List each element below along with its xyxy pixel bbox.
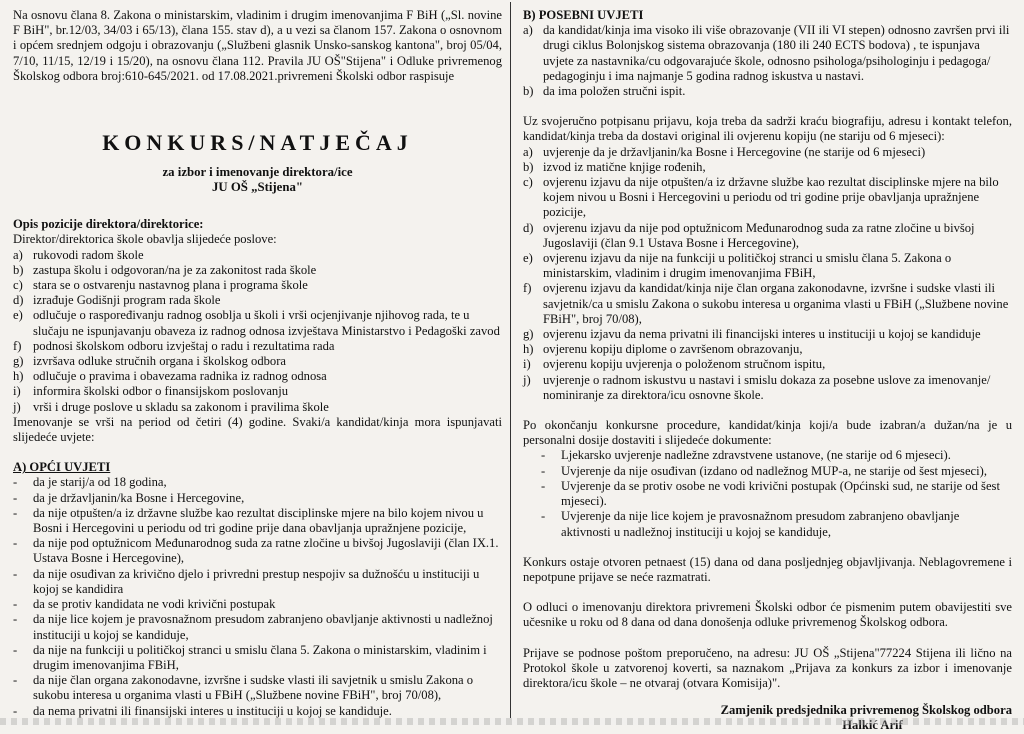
list-marker: - bbox=[541, 478, 546, 493]
left-column bbox=[0, 0, 510, 719]
list-item-text: uvjerenje o radnom iskustvu u nastavi i smislu dokaza za posebne uslove za imenovanje/ nominiranje za direktora/icu osnovne škole. bbox=[543, 372, 991, 402]
list-marker: b) bbox=[13, 262, 24, 277]
list-item bbox=[13, 369, 502, 384]
list-item bbox=[523, 281, 1012, 327]
list-item bbox=[523, 175, 1012, 221]
list-marker: - bbox=[13, 673, 18, 688]
list-item-text: podnosi školskom odboru izvještaj o radu i rezultatima rada bbox=[33, 338, 335, 353]
list-item-text: da nije pod optužnicom Međunarodnog suda za ratne zločine u bivšoj Jugoslaviji (član IX.1. Ustava Bosne i Hercegovine), bbox=[33, 536, 499, 566]
duties-list bbox=[13, 248, 502, 415]
opci-uvjeti-heading: A) OPĆI UVJETI bbox=[13, 460, 111, 475]
list-item bbox=[523, 327, 1012, 342]
list-item bbox=[13, 248, 502, 263]
list-marker: - bbox=[13, 566, 18, 581]
list-item-text: informira školski odbor o finansijskom poslovanju bbox=[33, 384, 289, 399]
list-item-text: Ljekarsko uvjerenje nadležne zdravstvene ustanove, (ne starije od 6 mjeseci). bbox=[561, 448, 951, 463]
list-item bbox=[13, 536, 502, 566]
list-item-text: da je državljanin/ka Bosne i Hercegovine, bbox=[33, 490, 245, 505]
list-item bbox=[13, 400, 502, 415]
list-item-text: Uvjerenje da nije lice kojem je pravosnažnom presudom zabranjeno obavljanje aktivnosti u nadležnoj instituciji u kojoj se kandiduje, bbox=[561, 509, 960, 539]
list-item-text: vrši i druge poslove u skladu sa zakonom i pravilima škole bbox=[33, 399, 329, 414]
list-marker: f) bbox=[523, 281, 532, 296]
list-item bbox=[13, 278, 502, 293]
list-item bbox=[13, 475, 502, 490]
list-marker: - bbox=[541, 463, 546, 478]
list-item bbox=[523, 23, 1012, 84]
signature-role: Zamjenik predsjednika privremenog Školskog odbora bbox=[720, 703, 1012, 718]
list-item bbox=[523, 373, 1012, 403]
list-item-text: Uvjerenje da se protiv osobe ne vodi krivični postupak (Općinski sud, ne starije od šest mjeseci). bbox=[561, 478, 1000, 509]
list-item-text: ovjerenu izjavu da kandidat/kinja nije član organa zakonodavne, izvršne i sudske vlasti ili savjetnik/ca u smislu Zakona o sukobu interesa u organima vlasti u FBiH („Službene novine FBiH", broj 70/08), bbox=[543, 281, 1009, 326]
list-marker: e) bbox=[13, 308, 23, 323]
list-item bbox=[13, 673, 502, 703]
preamble: Na osnovu člana 8. Zakona o ministarskim, vladinim i drugim imenovanjima F BiH („Sl. novine F BiH", br.12/03, 34/03 i 65/13), člana 155. stav d), a u vezi sa članom 157. Zakona o osnovnom i općem srednjem odgoju i obrazovanju („Službeni glasnik Unsko-sanskog kantona", broj 05/04, 7/10, 11/15, 12/19 i 15/20), na osnovu člana 112. Pravila JU OŠ"Stijena" i Odluke privremenog Školskog odbora broj:610-645/2021. od 17.08.2021.privremeni Školski odbor raspisuje bbox=[13, 8, 502, 83]
list-item-text: izrađuje Godišnji program rada škole bbox=[33, 293, 221, 308]
odluka-text: O odluci o imenovanju direktora privremeni Školski odbor će pismenim putem obavijestiti sve učesnike u roku od 8 dana od dana donošenja odluke privremenog Školskog odbora. bbox=[523, 600, 1012, 630]
prijave-text: Prijave se podnose poštom preporučeno, na adresu: JU OŠ „Stijena"77224 Stijena ili lično na Protokol škole u zatvorenoj koverti, sa naznakom „Prijava za konkurs za izbor i imenovanje direktora/icu škole – ne otvaraj (otvara Komisija)". bbox=[523, 645, 1012, 690]
list-item-text: da nije osuđivan za krivično djelo i privredni prestup nespojiv sa dužnošću u instituciji u kojoj se kandidira bbox=[33, 566, 480, 596]
list-item bbox=[13, 339, 502, 354]
list-marker: h) bbox=[13, 369, 24, 384]
list-item-text: ovjerenu kopiju diplome o završenom obrazovanju, bbox=[543, 342, 803, 357]
list-marker: j) bbox=[13, 399, 21, 414]
list-item-text: uvjerenje da je državljanin/ka Bosne i Hercegovine (ne starije od 6 mjeseci) bbox=[543, 144, 926, 159]
list-item-text: izvršava odluke stručnih organa i školskog odbora bbox=[33, 354, 286, 369]
list-item bbox=[523, 221, 1012, 251]
list-item bbox=[523, 509, 1012, 539]
list-item-text: da je starij/a od 18 godina, bbox=[33, 475, 167, 490]
list-marker: i) bbox=[13, 384, 21, 399]
list-item-text: ovjerenu izjavu da nije otpušten/a iz državne službe kao rezultat disciplinske mjere na bilo kojem nivou u Bosni i Hercegovini u periodu od tri godine prije obavljanja upražnjene pozicije, bbox=[543, 175, 999, 220]
list-marker: a) bbox=[523, 23, 533, 38]
list-marker: - bbox=[13, 703, 18, 718]
list-marker: - bbox=[13, 490, 18, 505]
signature-name: Halkić Arif bbox=[842, 718, 903, 733]
list-item bbox=[13, 704, 502, 719]
subtitle-school: JU OŠ „Stijena" bbox=[211, 180, 303, 195]
list-item bbox=[13, 597, 502, 612]
list-item-text: ovjerenu kopiju uvjerenja o položenom stručnom ispitu, bbox=[543, 357, 826, 372]
list-marker: - bbox=[13, 642, 18, 657]
mandate-text: Imenovanje se vrši na period od četiri (4) godine. Svaki/a kandidat/kinja mora ispunjavati slijedeće uvjete: bbox=[13, 414, 502, 445]
list-marker: - bbox=[13, 597, 18, 612]
list-marker: g) bbox=[13, 354, 24, 369]
list-marker: - bbox=[13, 505, 18, 520]
right-column bbox=[511, 0, 1024, 734]
list-item-text: rukovodi radom škole bbox=[33, 247, 144, 262]
list-item bbox=[523, 448, 1012, 463]
list-item bbox=[13, 491, 502, 506]
list-marker: g) bbox=[523, 327, 534, 342]
opis-intro: Direktor/direktorica škole obavlja slijedeće poslove: bbox=[13, 232, 277, 247]
list-marker: - bbox=[13, 475, 18, 490]
list-item bbox=[523, 145, 1012, 160]
list-item-text: da nije lice kojem je pravosnažnom presudom zabranjeno obavljanje aktivnosti u nadležnoj instituciji u kojoj se kandiduje, bbox=[33, 612, 493, 642]
after-selection-intro: Po okončanju konkursne procedure, kandidat/kinja koji/a bude izabran/a dužan/na je u personalni dosije dostaviti i slijedeće dokumente: bbox=[523, 418, 1012, 448]
list-marker: - bbox=[13, 536, 18, 551]
list-marker: - bbox=[541, 448, 546, 463]
list-marker: i) bbox=[523, 357, 531, 372]
list-item bbox=[13, 384, 502, 399]
list-item-text: ovjerenu izjavu da nije pod optužnicom Međunarodnog suda za ratne zločine u bivšoj Jugoslaviji (član 9.1 Ustava Bosne i Hercegovine), bbox=[543, 220, 975, 250]
documents-intro: Uz svojeručno potpisanu prijavu, koja treba da sadrži kraću biografiju, adresu i kontakt telefon, kandidat/kinja treba da dostavi original ili ovjerenu kopiju (ne stariju od 6 mjeseci): bbox=[523, 114, 1012, 144]
list-marker: c) bbox=[523, 175, 533, 190]
list-item bbox=[13, 643, 502, 673]
list-marker: h) bbox=[523, 342, 534, 357]
list-item-text: izvod iz matične knjige rođenih, bbox=[543, 159, 706, 174]
list-marker: f) bbox=[13, 338, 22, 353]
list-item bbox=[523, 251, 1012, 281]
list-item bbox=[13, 354, 502, 369]
document-title: KONKURS/NATJEČAJ bbox=[102, 130, 413, 156]
list-item-text: odlučuje o raspoređivanju radnog osoblja u školi i vrši ocjenjivanje njihovog rada, te u slučaju ne ispunjavanju obaveza iz radnog odnosa izvještava Ministarstvo i Pedagoški zavod bbox=[33, 308, 500, 338]
list-marker: a) bbox=[523, 144, 533, 159]
list-marker: a) bbox=[13, 247, 23, 262]
list-item-text: da nema privatni ili finansijski interes u instituciji u kojoj se kandiduje. bbox=[33, 703, 392, 718]
list-item-text: da nije na funkciji u političkoj stranci u smislu člana 5. Zakona o ministarskim, vladinim i drugim imenovanjima FBiH, bbox=[33, 642, 487, 672]
list-marker: e) bbox=[523, 251, 533, 266]
list-item bbox=[523, 357, 1012, 372]
subtitle-position: za izbor i imenovanje direktora/ice bbox=[162, 165, 353, 180]
list-item bbox=[523, 479, 1012, 509]
opis-heading: Opis pozicije direktora/direktorice: bbox=[13, 217, 204, 232]
list-item bbox=[13, 263, 502, 278]
posebni-uvjeti-list bbox=[523, 23, 1012, 99]
opci-uvjeti-list bbox=[13, 475, 502, 718]
list-item-text: da nije član organa zakonodavne, izvršne i sudske vlasti ili savjetnik u smislu Zakona o sukobu interesa u organima vlasti u FBiH („Službene novine FBiH", broj 70/08), bbox=[33, 673, 474, 703]
list-item-text: stara se o ostvarenju nastavnog plana i programa škole bbox=[33, 278, 308, 293]
list-marker: c) bbox=[13, 278, 23, 293]
scan-edge-artifact bbox=[0, 718, 1024, 725]
list-item-text: Uvjerenje da nije osuđivan (izdano od nadležnog MUP-a, ne starije od šest mjeseci), bbox=[561, 463, 987, 478]
list-marker: b) bbox=[523, 84, 534, 99]
list-item-text: da ima položen stručni ispit. bbox=[543, 84, 686, 99]
list-marker: - bbox=[13, 612, 18, 627]
list-marker: d) bbox=[523, 220, 534, 235]
list-marker: - bbox=[541, 509, 546, 524]
list-item-text: odlučuje o pravima i obavezama radnika iz radnog odnosa bbox=[33, 369, 327, 384]
list-item bbox=[523, 342, 1012, 357]
konkurs-open-text: Konkurs ostaje otvoren petnaest (15) dana od dana posljednjeg objavljivanja. Neblagovremene i nepotpune prijave se neće razmatrati. bbox=[523, 554, 1012, 584]
list-item-text: da kandidat/kinja ima visoko ili više obrazovanje (VII ili VI stepen) odnosno završen prvi ili drugi ciklus Bolonjskog sistema obrazovanja (180 ili 240 ECTS bodova) , te ispunjava uvjete za nastavnika/cu odgovarajuće škole, odnosno psihologa/psihologinju i pedagoga/ pedagoginju i ima najmanje 5 godina radnog iskustva u nastavi. bbox=[543, 23, 1010, 83]
list-item-text: da se protiv kandidata ne vodi krivični postupak bbox=[33, 597, 276, 612]
list-item-text: ovjerenu izjavu da nema privatni ili financijski interes u instituciji u kojoj se kandiduje bbox=[543, 327, 981, 342]
posebni-uvjeti-heading: B) POSEBNI UVJETI bbox=[523, 8, 644, 22]
list-item bbox=[523, 84, 1012, 99]
list-item bbox=[13, 506, 502, 536]
list-item-text: zastupa školu i odgovoran/na je za zakonitost rada škole bbox=[33, 262, 317, 277]
list-item bbox=[13, 308, 502, 338]
list-marker: d) bbox=[13, 293, 24, 308]
list-marker: b) bbox=[523, 159, 534, 174]
list-item bbox=[523, 464, 1012, 479]
list-item bbox=[13, 612, 502, 642]
list-item bbox=[523, 160, 1012, 175]
list-item bbox=[13, 293, 502, 308]
list-item-text: ovjerenu izjavu da nije na funkciji u političkoj stranci u smislu člana 5. Zakona o ministarskim, vladinim i drugim imenovanjima FBiH, bbox=[543, 251, 952, 281]
after-selection-list bbox=[523, 448, 1012, 539]
documents-list bbox=[523, 145, 1012, 403]
list-item-text: da nije otpušten/a iz državne službe kao rezultat disciplinske mjere na bilo kojem nivou u Bosni i Hercegovini u periodu od tri godine prije dana obavljanja upražnjene pozicije, bbox=[33, 505, 484, 536]
list-marker: j) bbox=[523, 372, 531, 387]
list-item bbox=[13, 567, 502, 597]
